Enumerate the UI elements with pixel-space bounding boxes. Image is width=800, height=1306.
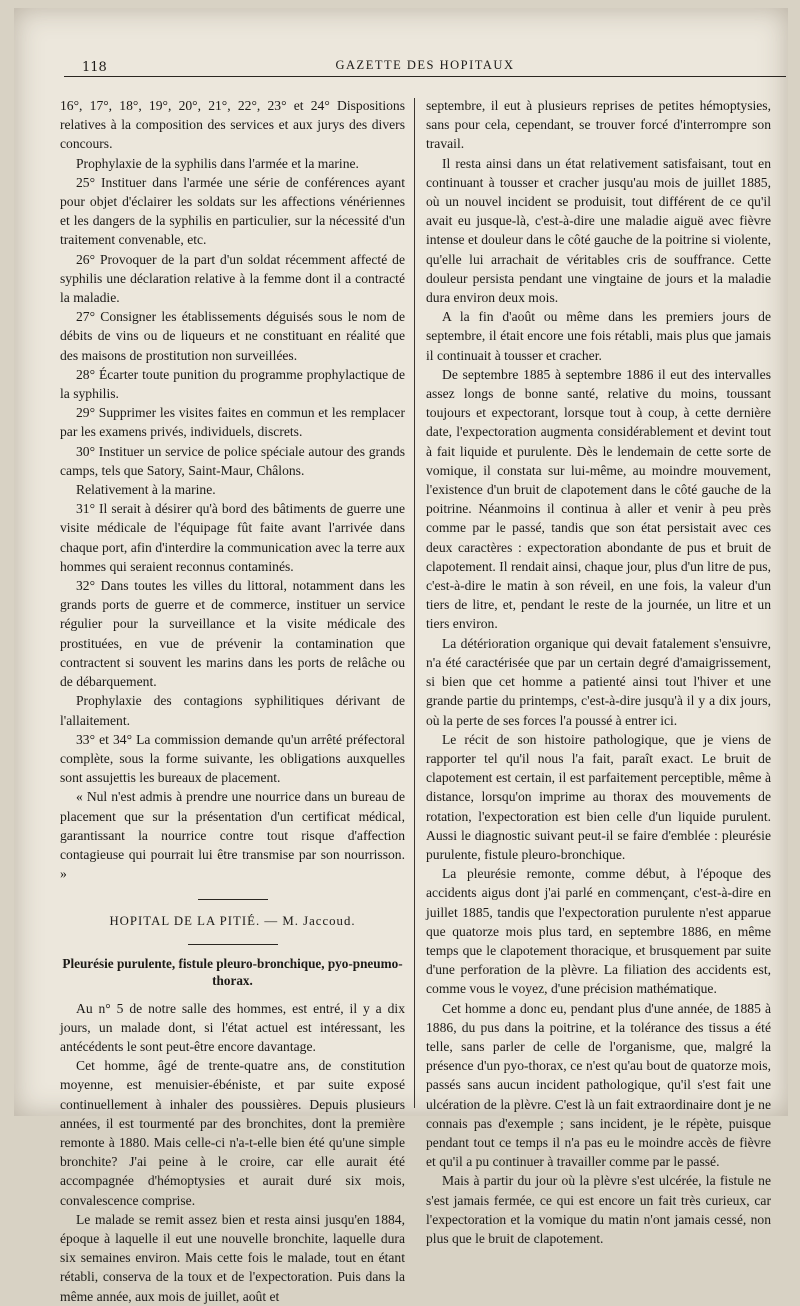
paragraph: 29° Supprimer les visites faites en commun et les remplacer par les examens privés, individuels, discrets. [60, 405, 405, 440]
column-divider [414, 98, 415, 1108]
subheading: Relativement à la marine. [76, 482, 216, 498]
paragraph: 26° Provoquer de la part d'un soldat récemment affecté de syphilis une déclaration relative à la femme dont il a contracté la maladie. [60, 251, 405, 306]
subheading: Prophylaxie des contagions syphilitiques dérivant de l'allaitement. [60, 693, 405, 728]
paragraph: 32° Dans toutes les villes du littoral, notamment dans les grands ports de guerre et de commerce, instituer un service régulier pour la surveillance et la visite médicale des prostituées, en vue de prévenir la contamination que contractent si souvent les marins dans les ports de relâche ou de débarquement. [60, 578, 405, 690]
paragraph: Cet homme a donc eu, pendant plus d'une année, de 1885 à 1886, du pus dans la poitrine, et la tolérance des tissus a été telle, sans parler de celle de l'organisme, que, malgré la présence d'un pyo-thorax, ce n'est qu'au bout de quatorze mois, passés sans aucun incident pathologique, qu'il s'est fait une ulcération de la plèvre. C'est là un fait extraordinaire dont je ne connais pas d'exemple ; sans incident, je le répète, puisque pendant tout ce temps il n'a pas eu le moindre accès de fièvre et qu'il a pu continuer à travailler comme par le passé. [426, 1000, 771, 1170]
paragraph: 27° Consigner les établissements déguisés sous le nom de débits de vins ou de liqueurs et ne constituant en réalité que des maisons de prostitution non surveillées. [60, 309, 405, 363]
paragraph: De septembre 1885 à septembre 1886 il eut des intervalles assez longs de bonne santé, relative du moins, toussant toujours et expectorant, lorsque tout à coup, à cette dernière date, l'expectoration augmenta considérablement et devint tout à fait liquide et purulente. Dès le lendemain de cette sorte de vomique, il constata sur lui-même, au moindre mouvement, l'existence d'un bruit de clapotement dans le côté gauche de la poitrine. Néanmoins il continua à aller et venir à peu près comme par le passé, tandis que son état persistait avec ces deux caractères : expectoration abondante de pus et bruit de clapotement. Il rendait ainsi, chaque jour, plus d'un litre de pus, c'est-à-dire le matin à son réveil, en une fois, la valeur d'un tiers de litre, et, pendant le reste de la journée, un litre et un tiers environ. [426, 366, 771, 632]
paragraph: 33° et 34° La commission demande qu'un arrêté préfectoral complète, sous la forme suivante, les obligations auxquelles sont assujettis les bureaux de placement. [60, 731, 405, 786]
paragraph: La pleurésie remonte, comme début, à l'époque des accidents aigus dont j'ai parlé en commençant, c'est-à-dire en juillet 1885, tandis que l'expectoration purulente n'est apparue que quatorze mois plus tard, en septembre 1886, en même temps que le clapotement thoracique, et brusquement par suite d'une perforation de la plèvre. La filiation des accidents est, comme vous le voyez, d'une précision mathématique. [426, 866, 771, 997]
section-title: HOPITAL DE LA PITIÉ. — M. Jaccoud. [109, 914, 356, 929]
paragraph: 25° Instituer dans l'armée une série de conférences ayant pour objet d'éclairer les soldats sur les affections vénériennes et les dangers de la syphilis en particulier, sur la nécessité d'un traitement convenable, etc. [60, 174, 405, 248]
page-header [64, 54, 786, 77]
subheading: Prophylaxie de la syphilis dans l'armée et la marine. [76, 155, 359, 171]
title-separator [188, 944, 278, 945]
paragraph: 30° Instituer un service de police spéciale autour des grands camps, tels que Satory, Saint-Maur, Châlons. [60, 443, 405, 478]
section-separator [198, 899, 268, 900]
journal-title: GAZETTE DES HOPITAUX [335, 58, 515, 72]
paragraph: La détérioration organique qui devait fatalement s'ensuivre, n'a été caractérisée que par un certain degré d'amaigrissement, si bien que cet homme a patienté ainsi tout l'hiver et une grande partie du printemps, c'est-à-dire jusqu'à il y a dix jours, où la perte de ses forces l'a poussé à entrer ici. [426, 635, 771, 728]
paragraph: 31° Il serait à désirer qu'à bord des bâtiments de guerre une visite médicale de l'équipage fût faite avant l'arrivée dans chaque port, afin d'interdire la communication avec la terre aux hommes qui seraient reconnus contaminés. [60, 501, 405, 574]
left-column [60, 96, 405, 1306]
paragraph: Au n° 5 de notre salle des hommes, est entré, il y a dix jours, un malade dont, si l'état actuel est intéressant, les antécédents le sont peut-être encore davantage. [60, 1000, 405, 1054]
paragraph: Il resta ainsi dans un état relativement satisfaisant, tout en continuant à tousser et cracher jusqu'au mois de juillet 1885, où un nouvel incident se produisit, tout différent de ce qu'il avait eu jusque-là, c'est-à-dire une maladie aiguë avec fièvre intense et douleur dans le côté gauche de la poitrine si violente, qu'elle lui arrachait de véritables cris de souffrance. Cette douleur persista pendant une vingtaine de jours et la maladie dura environ deux mois. [426, 155, 771, 306]
paragraph: 28° Écarter toute punition du programme prophylactique de la syphilis. [60, 366, 405, 402]
right-column [426, 96, 771, 1248]
case-title: Pleurésie purulente, fistule pleuro-bronchique, pyo-pneumo-thorax. [62, 955, 403, 988]
newspaper-page [14, 8, 788, 1304]
quotation: « Nul n'est admis à prendre une nourrice dans un bureau de placement que sur la présentation d'un certificat médical, garantissant la nourrice contre tout risque d'affection contagieuse qui pourrait lui être transmise par son nourrisson. » [60, 789, 405, 882]
paragraph: septembre, il eut à plusieurs reprises de petites hémoptysies, sans pour cela, cependant, se trouver forcé d'interrompre son travail. [426, 98, 771, 152]
paragraph: Le malade se remit assez bien et resta ainsi jusqu'en 1884, époque à laquelle il eut une nouvelle bronchite, laquelle dura six semaines environ. Mais cette fois le malade, tout en étant rétabli, conserva de la toux et de l'expectoration. Puis dans la même année, aux mois de juillet, août et [60, 1211, 405, 1304]
paragraph: 16°, 17°, 18°, 19°, 20°, 21°, 22°, 23° et 24° Dispositions relatives à la composition des services et aux jurys des divers concours. [60, 98, 405, 152]
paragraph: Cet homme, âgé de trente-quatre ans, de constitution moyenne, est menuisier-ébéniste, et par suite exposé continuellement à inhaler des poussières. Depuis plusieurs années, il est tourmenté par des bronchites, dont la première remonte à 1880. Mais celle-ci n'a-t-elle bien été qu'une simple bronchite? J'ai peine à le croire, car elle aurait été accompagnée d'hémoptysies et aurait duré six mois, convalescence comprise. [60, 1058, 405, 1208]
paragraph: Le récit de son histoire pathologique, que je viens de rapporter tel qu'il nous l'a fait, paraît exact. Le bruit de clapotement est certain, il est parfaitement perceptible, même à distance, lorsqu'on imprime au thorax des mouvements de rotation, l'expectoration est bien celle d'un liquide purulent. Aussi le diagnostic suivant peut-il se faire d'emblée : pleurésie purulente, fistule pleuro-bronchique. [426, 731, 771, 862]
page-number: 118 [82, 60, 107, 75]
paragraph: Mais à partir du jour où la plèvre s'est ulcérée, la fistule ne s'est jamais fermée, ce qui est encore un fait très curieux, car l'expectoration et la vomique du matin n'ont jamais cessé, non plus que le bruit de clapotement. [426, 1173, 771, 1246]
paragraph: A la fin d'août ou même dans les premiers jours de septembre, il était encore une fois rétabli, mais plus que jamais il continuait à tousser et cracher. [426, 309, 771, 363]
